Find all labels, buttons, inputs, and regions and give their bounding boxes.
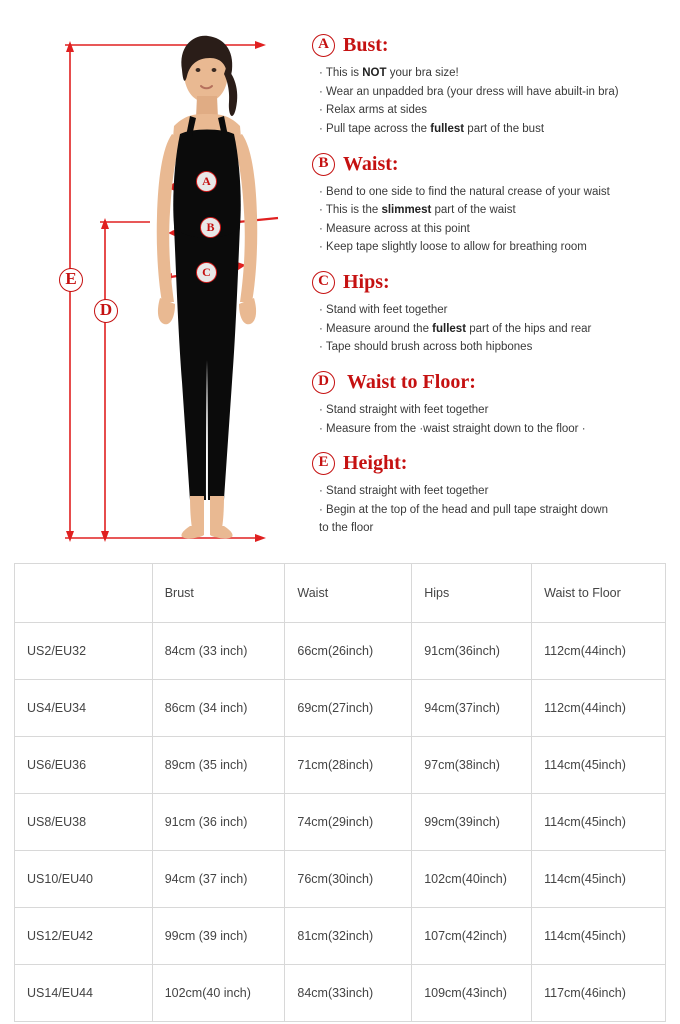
- list-item: [319, 338, 672, 357]
- text: Wear an unpadded bra (your dress will have abuilt-in bra): [326, 85, 619, 98]
- instruction-block-waist-to-floor: [312, 371, 672, 438]
- text: Measure around the: [326, 322, 433, 335]
- size-chart-table: [14, 563, 666, 1022]
- cell-size: US2/EU32: [15, 623, 153, 680]
- height-title: Height:: [343, 452, 408, 475]
- cell-brust: 89cm (35 inch): [152, 737, 285, 794]
- cell-hips: 91cm(36inch): [412, 623, 532, 680]
- cell-waist: 84cm(33inch): [285, 965, 412, 1022]
- text: Keep tape slightly loose to allow for breathing room: [326, 241, 587, 254]
- cell-waist: 69cm(27inch): [285, 680, 412, 737]
- table-header-row: [15, 564, 666, 623]
- cell-brust: 91cm (36 inch): [152, 794, 285, 851]
- bust-title: Bust:: [343, 34, 389, 56]
- hips-title: Hips:: [343, 271, 390, 293]
- waist-title: Waist:: [343, 152, 399, 175]
- text-emphasis: fullest: [432, 322, 467, 335]
- list-item: [319, 101, 672, 120]
- cell-waist: 76cm(30inch): [285, 851, 412, 908]
- waist-to-floor-title: Waist to Floor:: [347, 370, 476, 393]
- instruction-block-hips: [312, 271, 672, 357]
- cell-size: US12/EU42: [15, 908, 153, 965]
- text-emphasis: NOT: [362, 67, 387, 79]
- badge-c: C: [312, 271, 335, 294]
- header-waist: Waist: [285, 564, 412, 623]
- cell-waist-to-floor: 114cm(45inch): [532, 851, 666, 908]
- cell-waist: 81cm(32inch): [285, 908, 412, 965]
- cell-size: US8/EU38: [15, 794, 153, 851]
- cell-waist-to-floor: 114cm(45inch): [532, 908, 666, 965]
- text: Tape should brush across both hipbones: [325, 341, 533, 354]
- cell-brust: 102cm(40 inch): [152, 965, 285, 1022]
- text: Measure from the ·waist straight down to the floor ·: [326, 422, 586, 435]
- header-waist-to-floor: Waist to Floor: [532, 564, 666, 623]
- badge-b: B: [312, 153, 335, 176]
- cell-brust: 84cm (33 inch): [152, 623, 285, 680]
- waist-to-floor-marker: D: [94, 299, 118, 323]
- cell-waist: 74cm(29inch): [285, 794, 412, 851]
- block-head: [312, 34, 672, 57]
- cell-size: US4/EU34: [15, 680, 153, 737]
- hips-bullets: [312, 301, 672, 357]
- table-row: [15, 680, 666, 737]
- text-emphasis: slimmest: [381, 204, 432, 217]
- list-item: [319, 401, 672, 420]
- height-marker: E: [59, 268, 83, 292]
- hips-marker: C: [196, 262, 217, 283]
- cell-waist-to-floor: 112cm(44inch): [532, 623, 666, 680]
- list-item: [319, 64, 672, 83]
- text: This is the: [325, 204, 382, 217]
- badge-d: D: [312, 371, 335, 394]
- cell-waist-to-floor: 112cm(44inch): [532, 680, 666, 737]
- cell-waist-to-floor: 114cm(45inch): [532, 737, 666, 794]
- cell-hips: 102cm(40inch): [412, 851, 532, 908]
- table-row: [15, 851, 666, 908]
- bust-marker: A: [196, 171, 217, 192]
- block-head: [312, 271, 672, 294]
- block-head: [312, 371, 672, 394]
- text: Bend to one side to find the natural crease of your waist: [326, 185, 610, 198]
- header-hips: Hips: [412, 564, 532, 623]
- cell-size: US6/EU36: [15, 737, 153, 794]
- list-item: [319, 501, 609, 538]
- text: Pull tape across the: [326, 122, 431, 135]
- cell-brust: 94cm (37 inch): [152, 851, 285, 908]
- text: Measure across at this point: [326, 222, 470, 235]
- text: part of the hips and rear: [466, 322, 592, 335]
- table-row: [15, 623, 666, 680]
- instruction-block-bust: [312, 34, 672, 139]
- badge-e: E: [312, 452, 335, 475]
- text-emphasis: fullest: [430, 122, 465, 135]
- block-head: [312, 153, 672, 176]
- table-row: [15, 794, 666, 851]
- cell-waist: 71cm(28inch): [285, 737, 412, 794]
- list-item: [319, 482, 672, 501]
- instruction-block-height: [312, 452, 672, 538]
- cell-hips: 107cm(42inch): [412, 908, 532, 965]
- cell-hips: 99cm(39inch): [412, 794, 532, 851]
- text: Stand straight with feet together: [326, 485, 489, 498]
- cell-size: US14/EU44: [15, 965, 153, 1022]
- cell-brust: 86cm (34 inch): [152, 680, 285, 737]
- waist-to-floor-bullets: [312, 401, 672, 438]
- list-item: [319, 183, 672, 202]
- table-row: [15, 908, 666, 965]
- list-item: [319, 83, 672, 102]
- waist-bullets: [312, 183, 672, 258]
- list-item: [319, 120, 672, 139]
- cell-waist-to-floor: 117cm(46inch): [532, 965, 666, 1022]
- cell-size: US10/EU40: [15, 851, 153, 908]
- block-head: [312, 452, 672, 475]
- bust-bullets: [312, 64, 672, 139]
- cell-brust: 99cm (39 inch): [152, 908, 285, 965]
- cell-hips: 109cm(43inch): [412, 965, 532, 1022]
- model-figure: [100, 30, 280, 540]
- cell-waist-to-floor: 114cm(45inch): [532, 794, 666, 851]
- list-item: [319, 201, 672, 220]
- list-item: [319, 238, 672, 257]
- table-row: [15, 737, 666, 794]
- badge-a: A: [312, 34, 335, 57]
- list-item: [319, 301, 672, 320]
- waist-marker: B: [200, 217, 221, 238]
- text: Relax arms at sides: [326, 104, 428, 117]
- list-item: [319, 220, 672, 239]
- table-row: [15, 965, 666, 1022]
- header-brust: Brust: [152, 564, 285, 623]
- cell-hips: 94cm(37inch): [412, 680, 532, 737]
- header-size: [15, 564, 153, 623]
- cell-waist: 66cm(26inch): [285, 623, 412, 680]
- text: part of the waist: [431, 204, 516, 217]
- list-item: [319, 420, 672, 439]
- height-bullets: [312, 482, 672, 538]
- text: Begin at the top of the head and pull tape straight down to the floor: [319, 503, 608, 535]
- cell-hips: 97cm(38inch): [412, 737, 532, 794]
- text: This is: [325, 67, 363, 79]
- list-item: [319, 320, 672, 339]
- text: your bra size!: [386, 67, 459, 79]
- instruction-block-waist: [312, 153, 672, 258]
- text: part of the bust: [464, 122, 545, 135]
- size-chart-table-wrapper: [14, 563, 666, 1022]
- instructions-column: [312, 34, 672, 552]
- text: Stand with feet together: [326, 304, 448, 316]
- text: Stand straight with feet together: [326, 403, 489, 416]
